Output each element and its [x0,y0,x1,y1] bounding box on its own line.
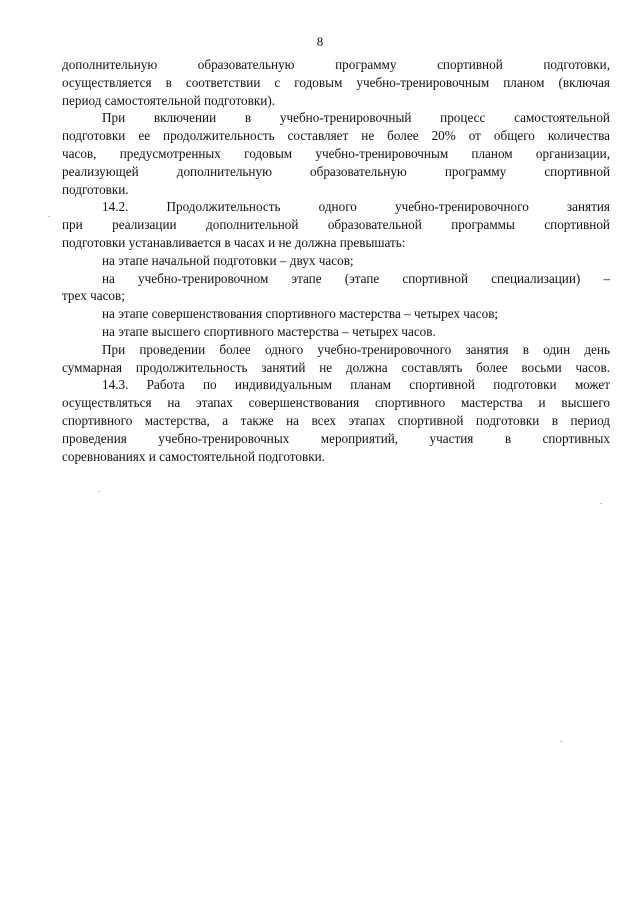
text-line: осуществляться на этапах совершенствования спортивного мастерства и высшего [62,395,610,411]
text-line: подготовки. [62,181,129,197]
text-line: дополнительную образовательную программу спортивной подготовки, [62,57,610,72]
text-line: подготовки устанавливается в часах и не должна превышать: [62,234,406,250]
text-line: часов, предусмотренных годовым учебно-тренировочным планом организации, [62,145,610,161]
text-line: подготовки ее продолжительность составляет не более 20% от общего количества [62,128,610,144]
text-line: на этапе начальной подготовки – двух часов; [102,252,354,268]
text-line: 14.3. Работа по индивидуальным планам спортивной подготовки может [102,377,610,393]
text-line: осуществляется в соответствии с годовым учебно-тренировочным планом (включая [62,74,610,90]
text-line: на учебно-тренировочном этапе (этапе спортивной специализации) – [102,270,610,286]
text-line: на этапе высшего спортивного мастерства – четырех часов. [102,323,436,339]
text-line: суммарная продолжительность занятий не должна составлять более восьми часов. [62,359,610,375]
text-line: трех часов; [62,288,125,304]
text-line: проведения учебно-тренировочных мероприятий, участия в спортивных [62,430,610,446]
text-line: При проведении более одного учебно-тренировочного занятия в один день [102,341,610,357]
scan-speck [98,491,100,492]
text-line: период самостоятельной подготовки). [62,92,276,108]
text-line: 14.2. Продолжительность одного учебно-тренировочного занятия [102,199,610,215]
text-line: при реализации дополнительной образовательной программы спортивной [62,217,610,233]
document-body [62,56,610,465]
text-line: соревнованиях и самостоятельной подготовки. [62,448,325,464]
text-line: реализующей дополнительную образовательную программу спортивной [62,163,610,179]
text-line: При включении в учебно-тренировочный процесс самостоятельной [102,110,610,126]
scan-speck [48,216,50,217]
text-line: спортивного мастерства, а также на всех этапах спортивной подготовки в период [62,412,610,428]
text-line: на этапе совершенствования спортивного мастерства – четырех часов; [102,306,499,322]
scan-speck [560,741,562,742]
scan-speck [600,503,602,504]
page-number: 8 [316,34,324,49]
